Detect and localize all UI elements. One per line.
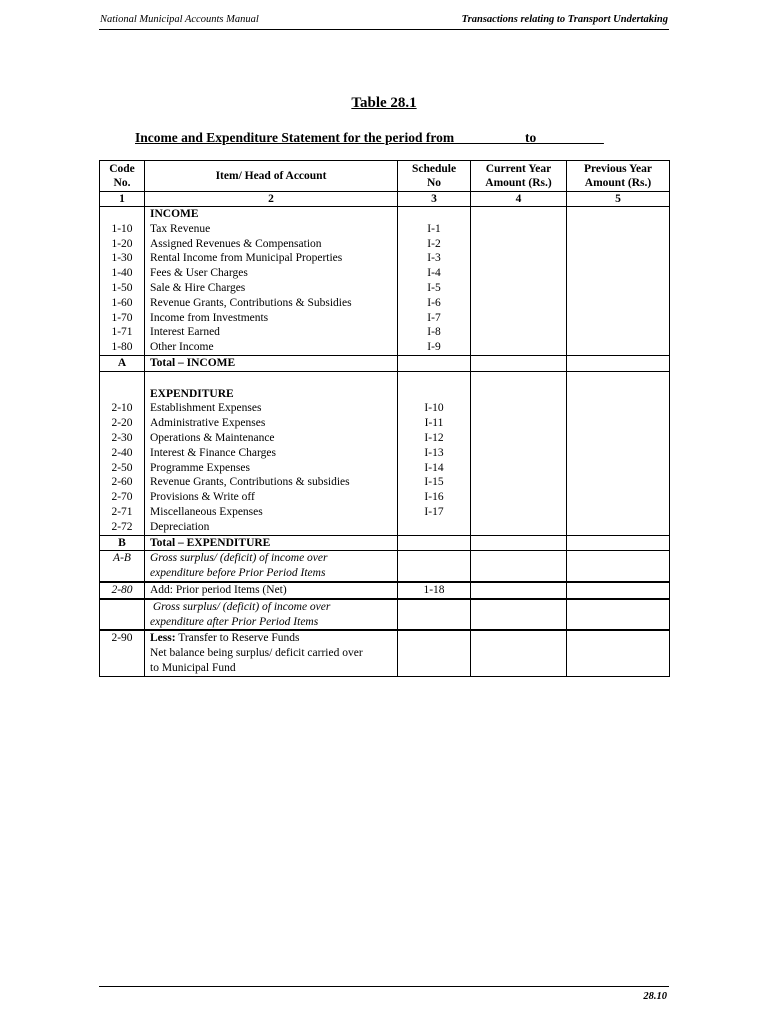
income-code: 1-60	[111, 296, 133, 309]
income-item: Fees & User Charges	[150, 267, 248, 280]
statement-title: Income and Expenditure Statement for the period from__________ to__________	[135, 130, 604, 145]
income-code: 1-40	[111, 267, 133, 280]
income-code: 1-70	[111, 311, 133, 324]
column-number-row	[100, 192, 670, 207]
expenditure-code: 2-50	[111, 461, 133, 474]
less-label: Less:	[150, 632, 176, 645]
income-code: 1-71	[111, 326, 133, 339]
income-item: Assigned Revenues & Compensation	[150, 237, 322, 250]
income-code: 1-80	[111, 341, 133, 354]
gross-before-label: expenditure before Prior Period Items	[150, 567, 326, 580]
income-schedule: I-6	[427, 296, 441, 309]
prior-period-schedule: 1-18	[398, 582, 471, 599]
expenditure-item: Interest & Finance Charges	[150, 446, 276, 459]
expenditure-item: Programme Expenses	[150, 461, 250, 474]
expenditure-schedule	[398, 520, 470, 535]
total-expenditure-row	[100, 535, 670, 551]
transfer-row	[100, 630, 670, 676]
expenditure-schedule: I-13	[424, 446, 444, 459]
income-schedule: I-8	[427, 326, 441, 339]
expenditure-item: Establishment Expenses	[150, 402, 262, 415]
expenditure-code: 2-20	[111, 417, 133, 430]
expenditure-schedule: I-12	[424, 431, 444, 444]
income-expenditure-table	[99, 160, 670, 677]
expenditure-code: 2-40	[111, 446, 133, 459]
current-year-cell	[471, 207, 567, 356]
income-schedule: I-9	[427, 341, 441, 354]
column-number: 2	[145, 192, 398, 207]
income-code: 1-30	[111, 252, 133, 265]
income-item: Revenue Grants, Contributions & Subsidies	[150, 296, 352, 309]
income-schedule: I-7	[427, 311, 441, 324]
expenditure-schedule: I-10	[424, 402, 444, 415]
expenditure-item: Revenue Grants, Contributions & subsidies	[150, 476, 350, 489]
total-income-row	[100, 355, 670, 371]
income-item: Interest Earned	[150, 326, 220, 339]
gross-before-row	[100, 551, 670, 582]
expenditure-code: 2-30	[111, 431, 133, 444]
page-header	[99, 12, 669, 30]
total-income-label: Total – INCOME	[145, 355, 398, 371]
expenditure-item: Operations & Maintenance	[150, 431, 275, 444]
expenditure-code: 2-72	[111, 520, 133, 533]
previous-year-header: Previous Year Amount (Rs.)	[567, 161, 670, 192]
current-year-cell	[471, 371, 567, 535]
column-number: 1	[100, 192, 145, 207]
chapter-title: Transactions relating to Transport Undertaking	[461, 14, 668, 25]
expenditure-schedule: I-17	[424, 505, 444, 518]
total-income-code: A	[100, 355, 145, 371]
income-schedule: I-2	[427, 237, 441, 250]
income-item: Tax Revenue	[150, 222, 211, 235]
income-heading: INCOME	[150, 208, 199, 220]
gross-after-row	[100, 599, 670, 631]
expenditure-item: Miscellaneous Expenses	[150, 505, 263, 518]
code-header: Code No.	[100, 161, 145, 192]
gross-after-label: expenditure after Prior Period Items	[150, 615, 319, 628]
page-footer	[99, 986, 669, 1002]
expenditure-schedule: I-16	[424, 491, 444, 504]
total-expenditure-code: B	[100, 535, 145, 551]
header-row	[100, 161, 670, 192]
previous-year-cell	[567, 207, 670, 356]
manual-title: National Municipal Accounts Manual	[100, 14, 259, 25]
column-number: 3	[398, 192, 471, 207]
expenditure-schedule: I-15	[424, 476, 444, 489]
expenditure-schedule: I-14	[424, 461, 444, 474]
table-title: Table 28.1	[351, 95, 417, 111]
page-number: 28.10	[643, 991, 667, 1002]
income-schedule: I-5	[427, 281, 441, 294]
current-year-header: Current Year Amount (Rs.)	[471, 161, 567, 192]
income-schedule: I-1	[427, 222, 441, 235]
gross-before-label: Gross surplus/ (deficit) of income over	[150, 552, 328, 565]
income-schedule: I-4	[427, 267, 441, 280]
income-code: 1-50	[111, 281, 133, 294]
prior-period-label: Add: Prior period Items (Net)	[145, 582, 398, 599]
gross-after-label: Gross surplus/ (deficit) of income over	[150, 600, 331, 613]
income-code: 1-10	[111, 222, 133, 235]
expenditure-item: Provisions & Write off	[150, 491, 255, 504]
net-balance-label: Net balance being surplus/ deficit carried over	[150, 647, 363, 660]
expenditure-code: 2-10	[111, 402, 133, 415]
prior-period-row	[100, 582, 670, 599]
income-item: Other Income	[150, 341, 214, 354]
income-code: 1-20	[111, 237, 133, 250]
income-item: Sale & Hire Charges	[150, 281, 246, 294]
expenditure-section	[100, 371, 670, 535]
prior-period-code: 2-80	[100, 582, 145, 599]
expenditure-code: 2-60	[111, 476, 133, 489]
transfer-label: Transfer to Reserve Funds	[175, 632, 300, 645]
item-header: Item/ Head of Account	[145, 161, 398, 192]
income-item: Rental Income from Municipal Properties	[150, 252, 343, 265]
schedule-header: Schedule No	[398, 161, 471, 192]
expenditure-item: Administrative Expenses	[150, 417, 266, 430]
income-section	[100, 207, 670, 356]
expenditure-code: 2-70	[111, 491, 133, 504]
gross-before-code: A-B	[100, 551, 145, 582]
total-expenditure-label: Total – EXPENDITURE	[145, 535, 398, 551]
net-balance-label: to Municipal Fund	[150, 661, 236, 674]
expenditure-item: Depreciation	[150, 520, 210, 533]
column-number: 4	[471, 192, 567, 207]
income-schedule: I-3	[427, 252, 441, 265]
expenditure-schedule: I-11	[424, 417, 444, 430]
expenditure-heading: EXPENDITURE	[150, 387, 234, 400]
transfer-code: 2-90	[100, 630, 145, 676]
previous-year-cell	[567, 371, 670, 535]
income-item: Income from Investments	[150, 311, 269, 324]
column-number: 5	[567, 192, 670, 207]
expenditure-code: 2-71	[111, 505, 133, 518]
